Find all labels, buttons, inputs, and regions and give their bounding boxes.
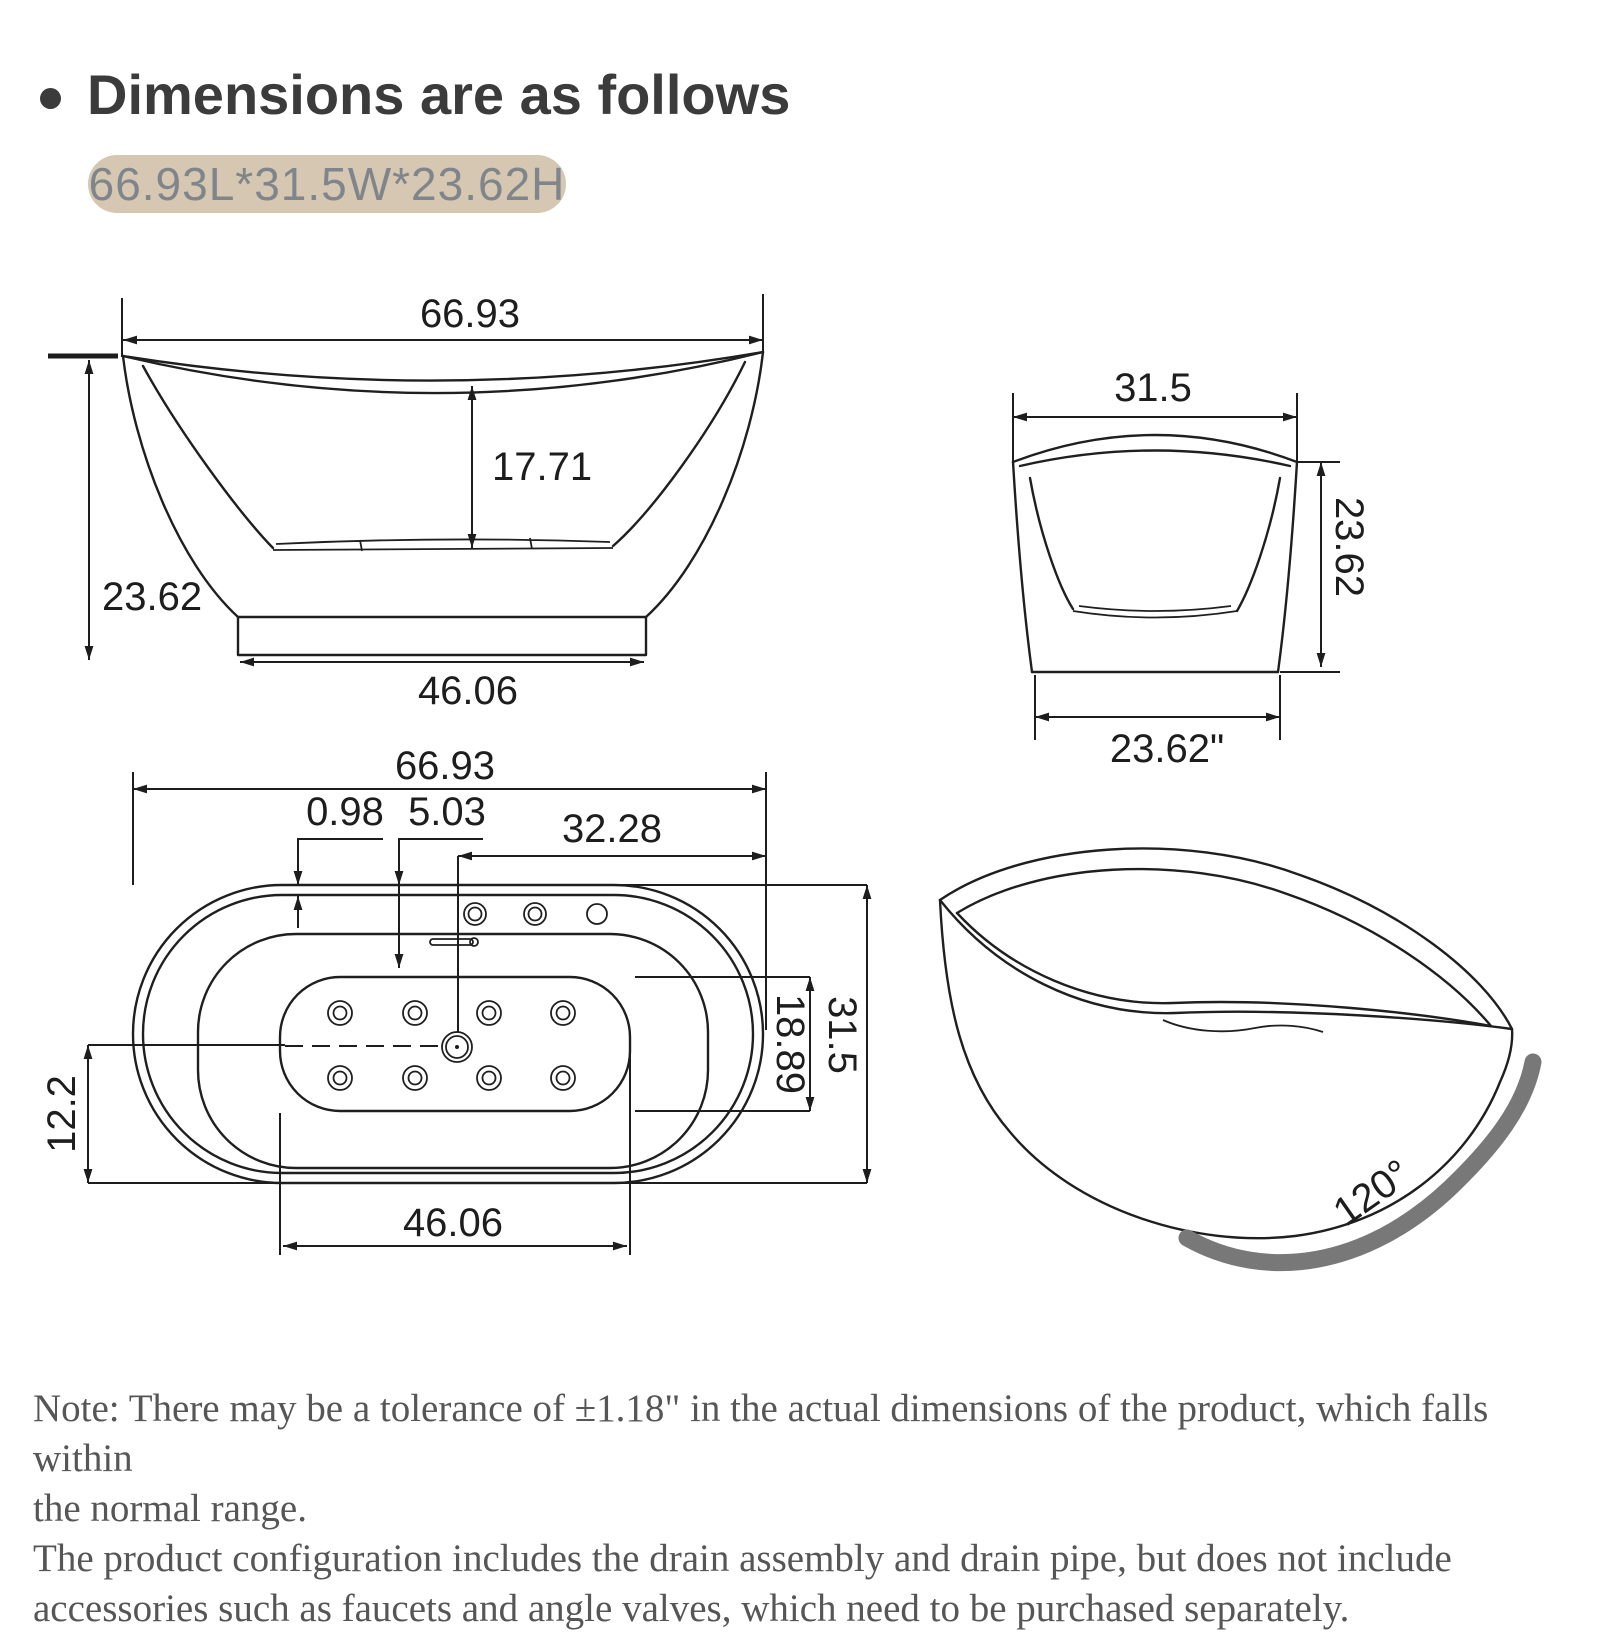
faucet-holes (464, 903, 607, 925)
dim-top-length-label: 66.93 (394, 744, 496, 788)
note-line: Note: There may be a tolerance of ±1.18" in the actual dimensions of the product, which falls within (33, 1387, 1489, 1480)
body-silhouette (940, 900, 1512, 1238)
dim-end-width-label: 31.5 (1114, 366, 1192, 410)
tub-floor-outline (280, 977, 630, 1111)
dim-top-width (610, 885, 867, 1183)
notes (33, 1384, 1569, 1634)
note-line: accessories such as faucets and angle valves, which need to be purchased separately. (33, 1587, 1350, 1630)
dim-top-width-label: 31.5 (820, 996, 864, 1074)
dim-side-length (122, 292, 763, 357)
tub-basin-left (1030, 478, 1073, 609)
dim-side-height (48, 356, 202, 660)
dim-side-length-label: 66.93 (419, 292, 521, 336)
angle-label: 120° (1325, 1151, 1419, 1235)
perspective-tub (940, 848, 1512, 1238)
size-badge (88, 155, 566, 213)
side-view-drawing (40, 280, 800, 720)
tub-basin-right (1237, 478, 1280, 611)
rim-near-outer (940, 900, 1512, 1029)
tub-front-rim (123, 352, 763, 393)
tub-base (238, 617, 646, 655)
angle-arc (1187, 1062, 1533, 1263)
tub-inner-left (143, 366, 273, 548)
size-badge-label: 66.93L*31.5W*23.62H (88, 158, 566, 210)
note-line: the normal range. (33, 1487, 307, 1530)
dim-floor-length-label: 46.06 (402, 1201, 504, 1245)
dim-side-base-label: 46.06 (417, 669, 519, 713)
dim-drain-offset (40, 1045, 442, 1183)
dim-top-length (133, 744, 766, 1030)
header (40, 62, 790, 127)
tub-inner-rim (198, 934, 708, 1168)
dim-drain-to-end-label: 32.28 (561, 807, 663, 851)
bullet-icon (40, 88, 61, 109)
tub-outer-right (646, 352, 763, 617)
jets (328, 1001, 575, 1090)
overflow-slot (430, 938, 478, 946)
tub-inner-right (613, 362, 745, 546)
end-view-tub-outline (1013, 435, 1297, 672)
dim-drain-offset-label: 12.2 (40, 1075, 84, 1153)
dim-rim-thickness (297, 790, 384, 928)
dim-side-height-label: 23.62 (102, 575, 203, 619)
dim-floor-width-label: 18.89 (768, 993, 812, 1095)
tub-outer-left (1013, 462, 1032, 672)
dim-floor-width (635, 977, 812, 1111)
water-line (1163, 1020, 1323, 1032)
tub-outer-right (1278, 462, 1297, 672)
page-title: Dimensions are as follows (87, 63, 791, 126)
dim-side-depth-label: 17.71 (492, 445, 593, 489)
end-view-drawing (940, 335, 1400, 770)
dim-side-depth (472, 386, 592, 548)
dim-floor-length (280, 1050, 630, 1255)
top-view-drawing (40, 715, 890, 1275)
side-view-tub-outline (123, 352, 763, 655)
dim-end-base (1035, 675, 1280, 771)
dim-end-height (1280, 462, 1371, 672)
dim-side-base (240, 662, 644, 713)
tub-inner-rim (1020, 451, 1290, 467)
dim-rim-thickness-label: 0.98 (306, 790, 384, 834)
drain (442, 1032, 472, 1062)
dim-end-base-label: 23.62" (1109, 727, 1225, 771)
perspective-view-drawing (895, 820, 1555, 1345)
tub-floor (273, 538, 613, 551)
tub-floor (1073, 606, 1237, 618)
note-line: The product configuration includes the drain assembly and drain pipe, but does not include (33, 1537, 1452, 1580)
dim-drain-to-end (458, 807, 766, 1032)
dim-end-height-label: 23.62 (1327, 496, 1371, 598)
dim-deck-depth-label: 5.03 (408, 790, 486, 834)
